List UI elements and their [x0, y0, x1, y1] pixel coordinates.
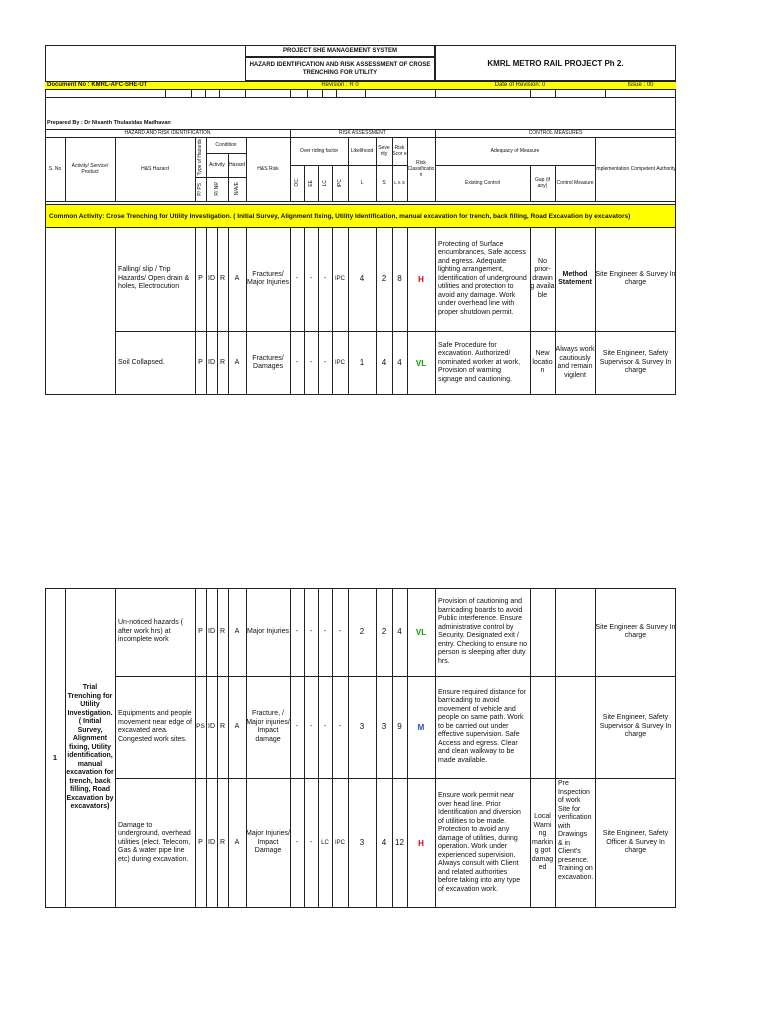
p1r1-authority: Site Engineer & Survey In charge — [595, 270, 676, 286]
sub-ipc: IPC — [336, 178, 343, 188]
sub-type: P/ PS — [197, 182, 203, 196]
p2r3-control-measure: Pre Inspection of work Site for verification with Drawings & in Client's presence. Training on excavation. — [558, 780, 594, 881]
p2r1-authority: Site Engineer & Survey In charge — [595, 623, 676, 639]
p2r1-activity: ID — [208, 627, 215, 635]
p2r2-activity: ID — [208, 722, 215, 730]
p1r2-ipc: IPC — [334, 359, 345, 366]
p2r2-ee: - — [309, 722, 313, 730]
sub-activity: R/ NR — [213, 182, 220, 196]
p1r1-control-measure: Method Statement — [558, 270, 592, 286]
p1r1-score: 8 — [397, 273, 402, 283]
p2r2-oc: - — [295, 722, 299, 730]
p2r2-existing-control: Ensure required distance for barricading to avoid movement of vehicle and people on same path. Work to be carried out under effective supervision. Safe Access and egress. Clear and clean walkway to be made available. — [438, 688, 526, 764]
document-sheet-page-1 — [45, 45, 676, 395]
p1r2-score: 4 — [397, 357, 402, 367]
p2r1-gap — [530, 588, 555, 676]
col-gap: Gap (if any) — [534, 177, 550, 189]
col-likelihood: Likelihood — [350, 147, 374, 154]
p2r2-score: 9 — [397, 721, 402, 731]
prepared-by: Prepared By : Dr Nisanth Thulasidas Madhavan — [47, 120, 171, 127]
p2r2-type: PS — [196, 722, 205, 730]
p2r1-oc: - — [295, 627, 299, 635]
col-type-of-hazards-label: Type of Hazards — [197, 138, 203, 176]
p1r1-gap: No prior-drawin g availa ble — [530, 257, 555, 299]
project-name: KMRL METRO RAIL PROJECT Ph 2. — [435, 45, 676, 81]
p1r1-ipc: IPC — [334, 275, 345, 282]
p1r1-oc: - — [295, 274, 299, 282]
p2r2-likelihood: 3 — [359, 721, 365, 731]
p2r1-cond: A — [234, 627, 240, 635]
p2r3-hazard: Damage to underground, overhead utilities (elect. Telecom, Gas & water pipe line etc) during excavation. — [118, 821, 191, 863]
col-risk-score: Risk Scor e — [392, 145, 407, 157]
p1r1-r: R — [219, 274, 226, 282]
col-hs-risk: H&S Risk — [257, 165, 279, 172]
p2r3-classification: H — [418, 838, 424, 848]
p2r2-classification: M — [417, 722, 425, 732]
p2r2-gap — [530, 676, 555, 778]
p2-activity: Trial Trenching for Utility Investigation. ( Initial Survey, Alignment fixing, Utility identification, manual excavation for trench, back filling, Road Excavation by excavators) — [66, 684, 114, 811]
p2-sno: 1 — [52, 752, 58, 762]
sub-s: S — [382, 179, 386, 186]
p1r1-existing-control: Protecting of Surface encumbrances, Safe access and egress. Adequate lighting arrangement, Identification of underground utilities and protection to avoid any damage. Work under overhead line with proper shutdown permit. — [438, 240, 527, 316]
common-activity-banner: Common Activity: Crose Trenching for Utility Investigation. ( Initial Survey, Alignment fixing, Utility Identification, manual excavation for trench, back filling, Road Excavation by excavators) — [45, 205, 676, 227]
col-sno: S. No — [48, 165, 62, 172]
group-hazard-identification: HAZARD AND RISK IDENTIFICATION — [124, 129, 211, 136]
p2r2-risk: Fracture, / Major injuries/ Impact damage — [246, 710, 290, 743]
doc-title: HAZARD IDENTIFICATION AND RISK ASSESSMENT OF CROSE TRENCHING FOR UTILITY — [245, 57, 435, 81]
p1r2-lc: - — [323, 358, 327, 366]
sub-ee: EE — [307, 179, 314, 187]
p2r3-activity: ID — [208, 838, 215, 846]
p1r2-activity: ID — [208, 358, 215, 366]
p2r3-score: 12 — [395, 837, 404, 847]
p2r3-type: P — [198, 838, 203, 846]
p2r1-ipc: - — [338, 627, 342, 635]
p2r2-hazard: Equipments and people movement near edge of excavated area. Congested work sites. — [118, 710, 192, 743]
p1r1-activity: ID — [208, 274, 215, 282]
p2r1-ee: - — [309, 627, 313, 635]
system-title: PROJECT SHE MANAGEMENT SYSTEM — [245, 45, 435, 57]
p2r1-type: P — [198, 627, 203, 635]
p1r1-hazard: Falling/ slip / Trip Hazards/ Open drain & holes, Electrocution — [118, 266, 190, 291]
p2r3-lc: LC — [321, 839, 329, 846]
revision: Revision : R 0 — [321, 82, 359, 89]
p1r2-classification: VL — [415, 358, 427, 368]
document-number: Document No : KMRL-AFC-SHE-UT — [47, 82, 148, 89]
col-adequacy: Adequacy of Measure — [490, 147, 540, 154]
p2r1-hazard: Un-noticed hazards ( after work hrs) at incomplete work — [118, 619, 183, 644]
p2r2-r: R — [219, 722, 226, 730]
p2r3-r: R — [219, 838, 226, 846]
p2r1-r: R — [219, 627, 226, 635]
col-condition: Condition — [215, 141, 237, 148]
p1r1-type: P — [198, 274, 203, 282]
p1r2-existing-control: Safe Procedure for excavation. Authorized/ nominated worker at work, Provision of warning signage and cautioning. — [438, 341, 521, 383]
p1r2-cond: A — [234, 358, 240, 366]
p1r2-ee: - — [309, 358, 313, 366]
p2r3-authority: Site Engineer, Safety Officer & Survey In charge — [602, 830, 669, 855]
sub-l: L — [360, 179, 364, 186]
p2r3-risk: Major Injuries/ Impact Damage — [246, 830, 290, 855]
col-existing-control: Existing Control — [464, 179, 500, 186]
p2r3-existing-control: Ensure work permit near over head line. Prior Identification and diversion of utilities to be made. Protection to avoid any damage of utilities, during operation. Work under experienced supervision. Always consult with Client and related authorities before taking into any type of excavation work. — [438, 792, 521, 893]
p1r2-hazard: Soil Collapsed. — [118, 358, 165, 366]
col-hs-hazard: H&S Hazard — [141, 165, 169, 172]
p2r2-lc: - — [323, 722, 327, 730]
p1r1-risk: Fractures/ Major Injuries — [246, 270, 289, 286]
issue-number: Issue : 00 — [627, 82, 654, 89]
p1r2-r: R — [219, 358, 226, 366]
col-cond-hazard: Hazard — [228, 162, 246, 168]
p2r3-cond: A — [234, 838, 240, 846]
p1r1-lc: - — [323, 274, 327, 282]
p2r1-severity: 2 — [381, 626, 387, 636]
p1r1-cond: A — [234, 274, 240, 282]
p2r3-gap: Local Warni ng markin g got damag ed — [531, 813, 554, 872]
p1r2-control-measure: Always work cautiously and remain vigilent — [555, 346, 595, 379]
sub-lxs: L X S — [394, 179, 405, 185]
p1r1-classification: H — [418, 274, 424, 284]
p2r3-ipc: IPC — [334, 839, 345, 846]
p2r2-ipc: - — [338, 722, 342, 730]
p2r3-severity: 4 — [381, 837, 387, 847]
p2r1-control-measure — [555, 588, 595, 676]
col-activity: Activity/ Service/ Product — [71, 163, 109, 175]
sub-lc: LC — [321, 179, 328, 187]
p2r1-risk: Major Injuries — [246, 627, 289, 635]
sub-oc: OC — [293, 179, 300, 187]
p1r1-ee: - — [309, 274, 313, 282]
p2r2-control-measure — [555, 676, 595, 778]
document-sheet-page-2 — [45, 588, 676, 908]
col-overriding: Over riding factor — [299, 147, 339, 154]
p1r2-oc: - — [295, 358, 299, 366]
p1r2-likelihood: 1 — [359, 357, 365, 367]
group-control-measures: CONTROL MEASURES — [528, 129, 583, 136]
p2r2-authority: Site Engineer, Safety Supervisor & Survey In charge — [599, 714, 672, 739]
p2r3-oc: - — [295, 838, 299, 846]
col-type-of-hazards — [195, 137, 206, 177]
p2r3-likelihood: 3 — [359, 837, 365, 847]
p1r2-authority: Site Engineer, Safety Supervisor & Survey In charge — [599, 350, 672, 375]
col-risk-classification: Risk Classificatio n — [407, 160, 435, 178]
p2r2-cond: A — [234, 722, 240, 730]
col-severity: Seve rity — [378, 145, 390, 157]
col-control-measure: Control Measure — [556, 179, 594, 186]
p2r1-likelihood: 2 — [359, 626, 365, 636]
p2r3-ee: - — [309, 838, 313, 846]
p1r2-gap: New locatio n — [532, 350, 553, 375]
p1r1-severity: 2 — [381, 273, 387, 283]
p1r1-likelihood: 4 — [359, 273, 365, 283]
col-implementation: Implementation Competent Authority — [595, 166, 676, 172]
p1r2-severity: 4 — [381, 357, 387, 367]
p2r1-existing-control: Provision of cautioning and barricading boards to avoid Public interference. Ensure administrative control by Security. Designated exit / entry. Checking to ensure no person is sleeping after duty hrs. — [438, 598, 527, 665]
p2r2-severity: 3 — [381, 721, 387, 731]
col-cond-activity: Activity — [209, 161, 225, 168]
p2r1-lc: - — [323, 627, 327, 635]
date-of-revision: Date of Revision: 0 — [494, 82, 546, 89]
group-risk-assessment: RISK ASSESSMENT — [339, 129, 386, 136]
sub-hazard: N/A/E — [233, 182, 240, 196]
p2r1-classification: VL — [415, 627, 427, 637]
p1r2-risk: Fractures/ Damages — [252, 354, 284, 370]
p2r1-score: 4 — [397, 626, 402, 636]
p1r2-type: P — [198, 358, 203, 366]
